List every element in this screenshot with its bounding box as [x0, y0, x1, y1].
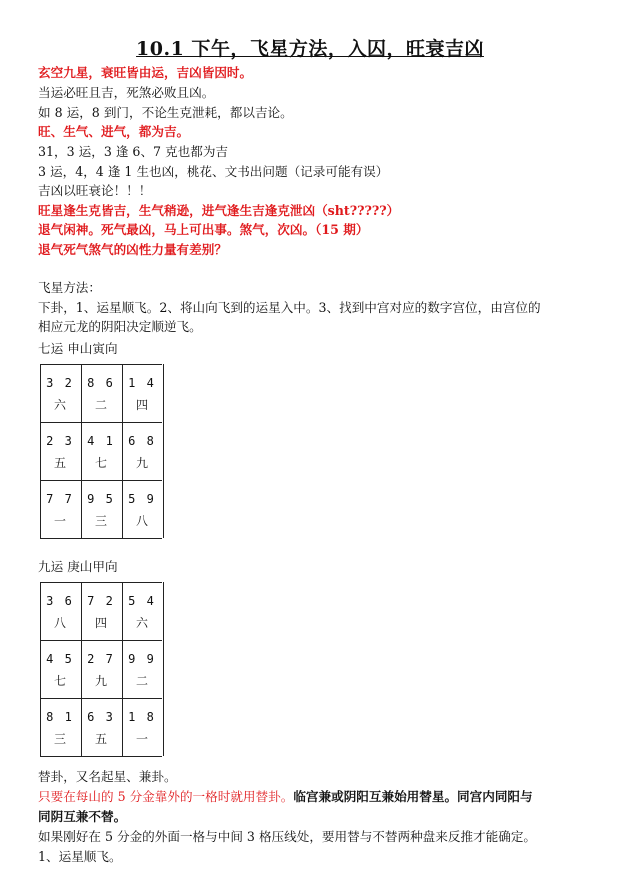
chart-1-palace-number: 一	[53, 514, 66, 528]
chart-2-label: 九运 庚山甲向	[38, 559, 118, 574]
grid-horizontal-line	[40, 480, 162, 481]
chart-1-star-pair: 1 4	[128, 376, 156, 390]
chart-2-star-pair: 2 7	[87, 652, 115, 666]
chart-1-palace-number: 八	[135, 514, 148, 528]
chart-2-star-pair: 5 4	[128, 594, 156, 608]
chart-2-palace-number: 二	[135, 674, 148, 688]
note-line-7: 吉凶以旺衰论！！！	[38, 183, 152, 198]
chart-1-star-pair: 4 1	[87, 434, 115, 448]
page-title: 10.1 下午，飞星方法，入囚，旺衰吉凶	[136, 38, 484, 60]
chart-2-star-pair: 9 9	[128, 652, 156, 666]
bottom-bold-text: 临宫兼或阴阳互兼始用替星。同宫内同阳与	[293, 789, 533, 804]
note-line-2: 当运必旺且吉，死煞必败且凶。	[38, 85, 215, 100]
flying-star-chart-1	[38, 364, 164, 540]
note-line-10: 退气死气煞气的凶性力量有差别？	[38, 242, 227, 257]
chart-2-star-pair: 8 1	[46, 710, 74, 724]
chart-1-star-pair: 8 6	[87, 376, 115, 390]
chart-2-star-pair: 3 6	[46, 594, 74, 608]
section-heading: 飞星方法：	[38, 280, 101, 295]
grid-horizontal-line	[40, 698, 162, 699]
grid-horizontal-line	[40, 756, 162, 757]
bottom-red-text: 只要在每山的 5 分金靠外的一格时就用替卦。	[38, 789, 294, 804]
note-line-1: 玄空九星，衰旺皆由运，吉凶皆因时。	[38, 65, 253, 80]
bottom-line-4: 如果刚好在 5 分金的外面一格与中间 3 格压线处，要用替与不替两种盘来反推才能确定。	[38, 829, 537, 844]
bottom-line-5: 1、运星顺飞。	[38, 849, 122, 864]
chart-2-palace-number: 一	[135, 732, 148, 746]
grid-horizontal-line	[40, 538, 162, 539]
chart-1-star-pair: 3 2	[46, 376, 74, 390]
chart-2-palace-number: 八	[53, 616, 66, 630]
chart-2-palace-number: 三	[53, 732, 66, 746]
bottom-line-3: 同阴互兼不替。	[38, 809, 127, 824]
bottom-line-1: 替卦，又名起星、兼卦。	[38, 769, 177, 784]
chart-1-palace-number: 七	[94, 456, 107, 470]
chart-2-palace-number: 四	[94, 616, 107, 630]
method-line-2: 相应元龙的阴阳决定顺逆飞。	[38, 319, 202, 334]
chart-1-palace-number: 三	[94, 514, 107, 528]
grid-horizontal-line	[40, 422, 162, 423]
note-line-9: 退气闲神。死气最凶，马上可出事。煞气，次凶。（15 期）	[38, 222, 369, 237]
grid-horizontal-line	[40, 582, 162, 583]
chart-1-palace-number: 六	[53, 398, 66, 412]
grid-horizontal-line	[40, 364, 162, 365]
chart-1-star-pair: 7 7	[46, 492, 74, 506]
chart-2-palace-number: 九	[94, 674, 107, 688]
flying-star-chart-2	[38, 582, 164, 758]
chart-2-star-pair: 1 8	[128, 710, 156, 724]
chart-2-star-pair: 4 5	[46, 652, 74, 666]
note-line-4: 旺、生气、进气，都为吉。	[38, 124, 190, 139]
grid-vertical-line	[163, 582, 164, 756]
method-line-1: 下卦，1、运星顺飞。2、将山向飞到的运星入中。3、找到中宫对应的数字宫位，由宫位的	[38, 300, 541, 315]
chart-1-star-pair: 2 3	[46, 434, 74, 448]
chart-1-label: 七运 申山寅向	[38, 341, 118, 356]
note-line-3: 如 8 运，8 到门，不论生克泄耗，都以吉论。	[38, 105, 293, 120]
note-line-5: 31，3 运，3 逢 6、7 克也都为吉	[38, 144, 229, 159]
chart-1-star-pair: 6 8	[128, 434, 156, 448]
chart-2-palace-number: 五	[94, 732, 107, 746]
note-line-8: 旺星逢生克皆吉，生气稍逊，进气逢生吉逢克泄凶（sht?????）	[38, 203, 400, 218]
chart-1-star-pair: 9 5	[87, 492, 115, 506]
note-line-6: 3 运，4，4 逢 1 生也凶，桃花、文书出问题（记录可能有误）	[38, 164, 389, 179]
chart-2-star-pair: 7 2	[87, 594, 115, 608]
chart-2-palace-number: 六	[135, 616, 148, 630]
chart-1-palace-number: 二	[94, 398, 107, 412]
chart-2-star-pair: 6 3	[87, 710, 115, 724]
grid-horizontal-line	[40, 640, 162, 641]
chart-1-palace-number: 四	[135, 398, 148, 412]
chart-1-palace-number: 九	[135, 456, 148, 470]
chart-1-palace-number: 五	[53, 456, 66, 470]
chart-2-palace-number: 七	[53, 674, 66, 688]
grid-vertical-line	[163, 364, 164, 538]
bottom-line-2	[38, 788, 533, 805]
chart-1-star-pair: 5 9	[128, 492, 156, 506]
